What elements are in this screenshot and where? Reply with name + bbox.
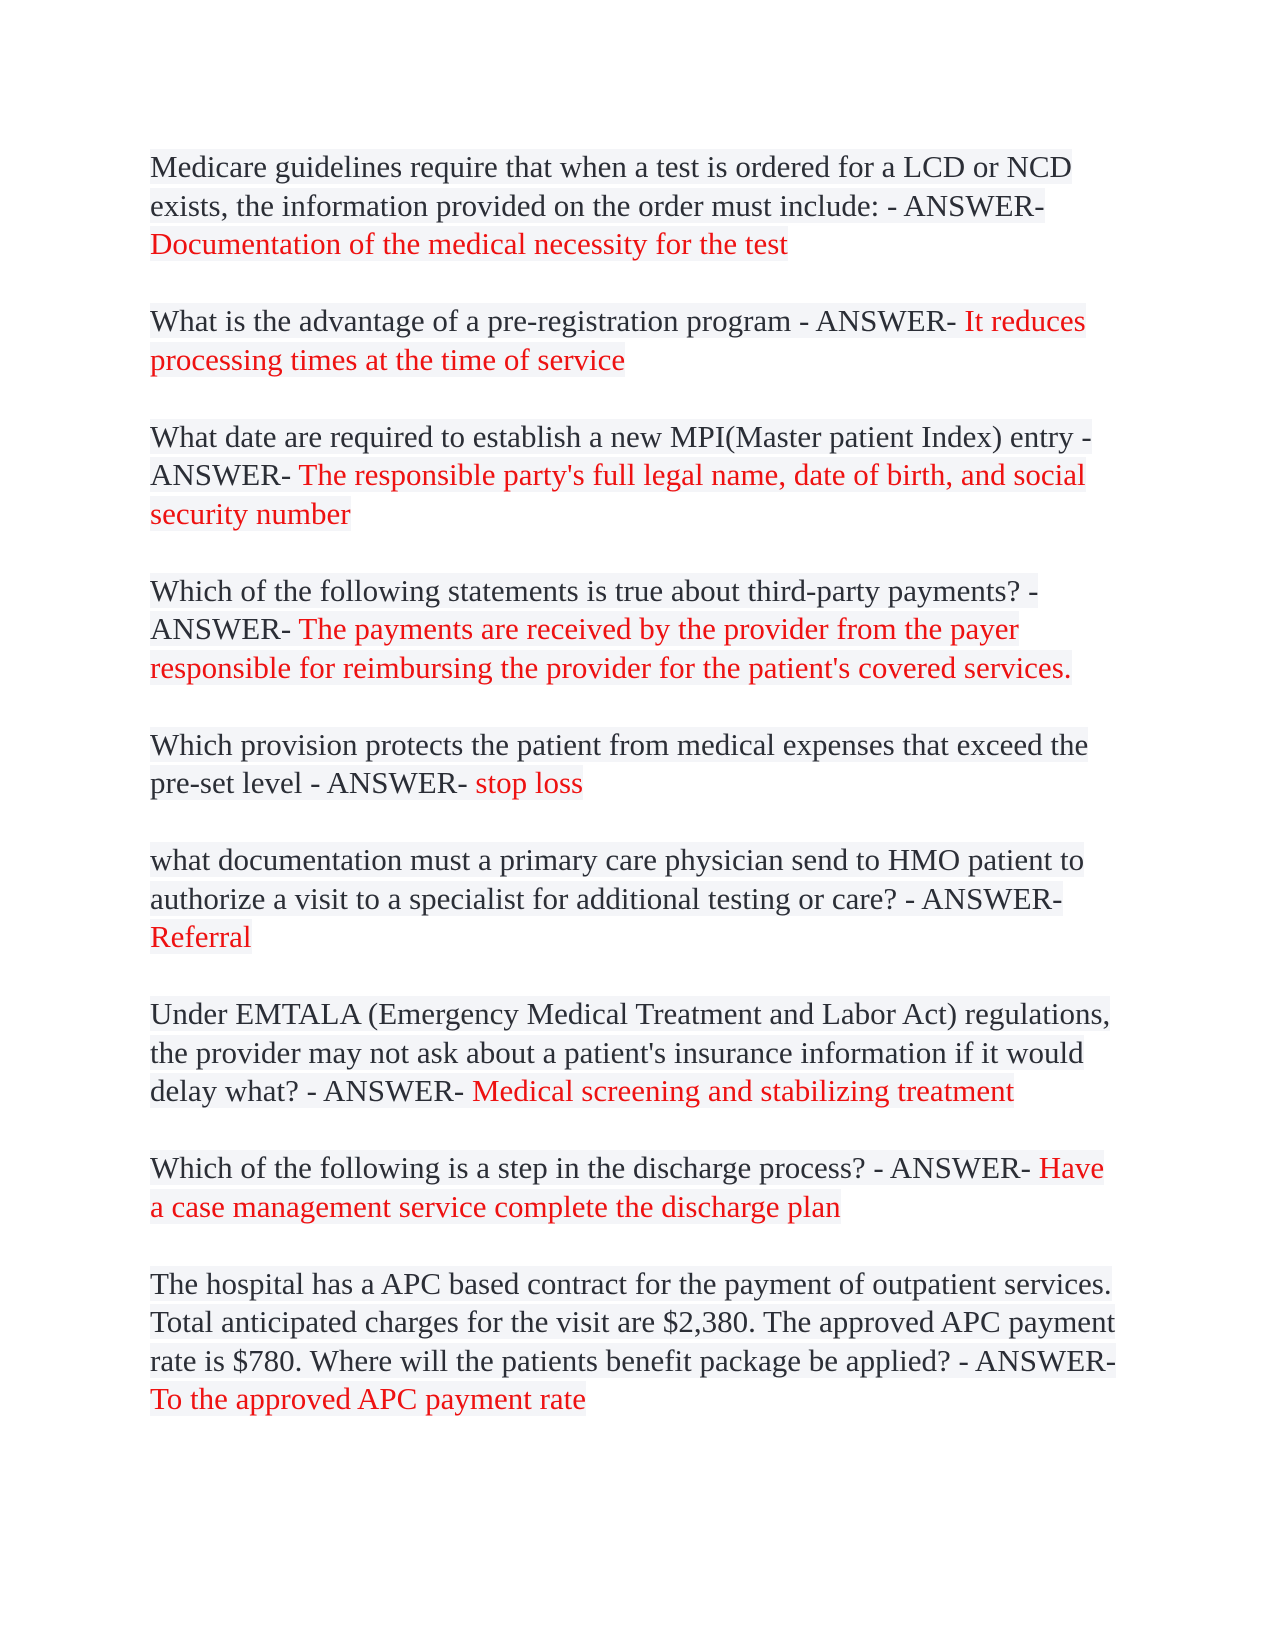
answer-text: The payments are received by the provider from the payer responsible for reimbursing the provider for the patient's covered services. [150,611,1072,685]
qa-item-4 [150,572,1125,688]
qa-item-8 [150,1149,1125,1226]
document-page [150,148,1125,1457]
answer-text: Documentation of the medical necessity for the test [150,226,788,261]
question-text: what documentation must a primary care physician send to HMO patient to authorize a visit to a specialist for additional testing or care? - ANSWER- [150,842,1085,916]
question-text: Which of the following statements is true about third-party payments? - ANSWER- [150,572,1039,646]
answer-text: The responsible party's full legal name, date of birth, and social security number [150,457,1086,531]
qa-item-1 [150,148,1125,264]
answer-text: stop loss [475,765,584,800]
question-text: Under EMTALA (Emergency Medical Treatment and Labor Act) regulations, the provider may not ask about a patient's insurance information if it would delay what? - ANSWER- [150,996,1111,1108]
qa-item-7 [150,995,1125,1111]
answer-text: Referral [150,919,252,954]
question-text: The hospital has a APC based contract for the payment of outpatient services. Total anticipated charges for the visit are $2,380. The approved APC payment rate is $780. Where will the patients benefit package be applied? - ANSWER- [150,1265,1117,1378]
qa-item-3 [150,418,1125,534]
qa-item-2 [150,302,1125,379]
question-text: What is the advantage of a pre-registration program - ANSWER- [150,303,965,338]
answer-text: Have a case management service complete the discharge plan [150,1150,1105,1224]
qa-item-5 [150,726,1125,803]
question-text: Which provision protects the patient from medical expenses that exceed the pre-set level - ANSWER- [150,726,1089,800]
qa-item-6 [150,841,1125,957]
answer-text: To the approved APC payment rate [150,1381,587,1416]
qa-item-9 [150,1265,1125,1419]
question-text: Which of the following is a step in the discharge process? - ANSWER- [150,1150,1039,1185]
answer-text: Medical screening and stabilizing treatment [471,1073,1015,1108]
question-text: Medicare guidelines require that when a test is ordered for a LCD or NCD exists, the information provided on the order must include: - ANSWER- [150,149,1072,223]
question-text: What date are required to establish a new MPI(Master patient Index) entry - ANSWER- [150,418,1092,492]
answer-text: It reduces processing times at the time of service [150,303,1086,377]
